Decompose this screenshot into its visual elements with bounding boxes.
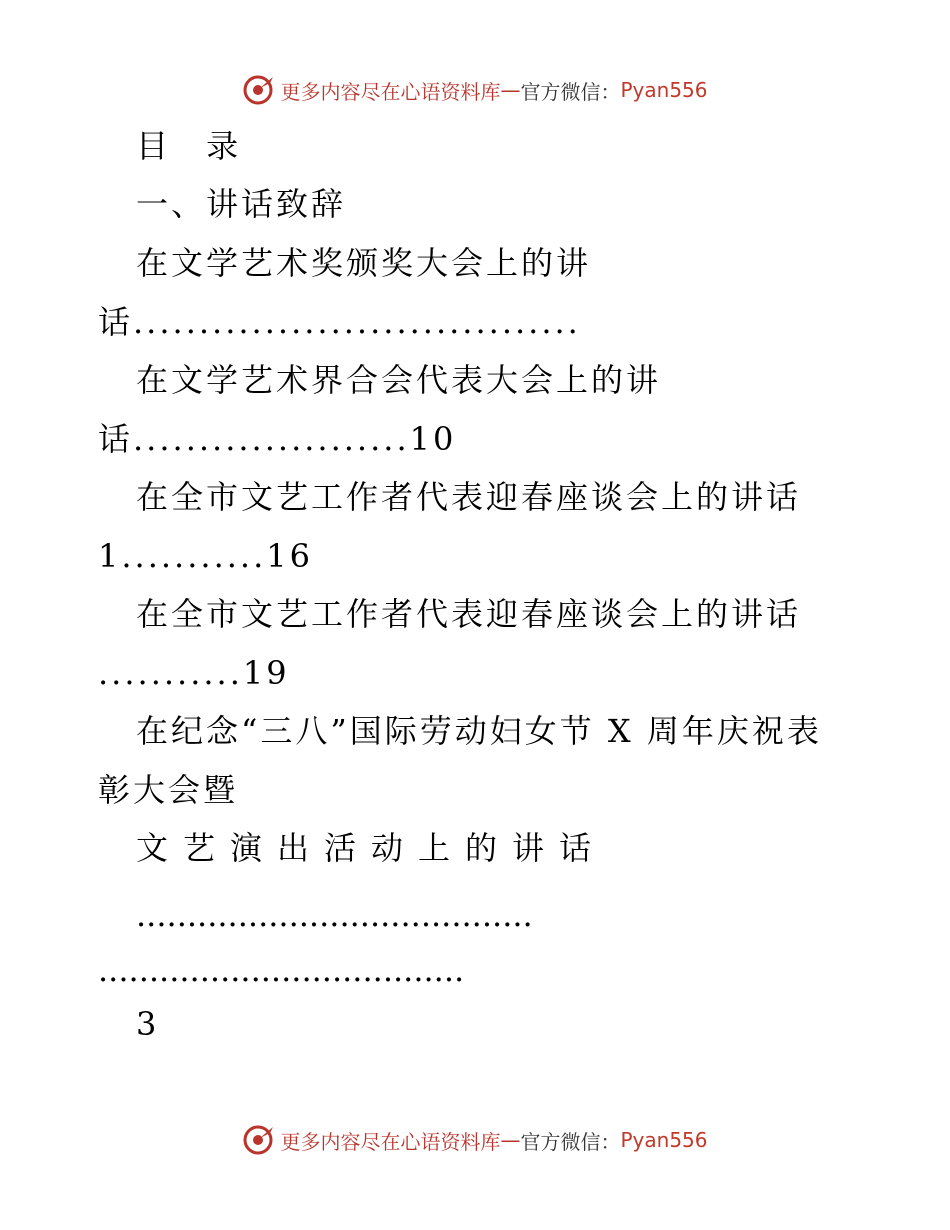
toc-line: 话.....................10: [98, 420, 457, 458]
toc-line: 在文学艺术奖颁奖大会上的讲: [136, 244, 592, 282]
toc-line: 在全市文艺工作者代表迎春座谈会上的讲话: [136, 595, 802, 633]
toc-line: 彰大会暨: [98, 771, 239, 809]
toc-title: 目 录: [136, 127, 253, 165]
toc-leader-dots: .......................................: [136, 896, 533, 934]
footer-watermark: [0, 1120, 950, 1160]
header-watermark: [0, 70, 950, 110]
watermark-dash: —: [500, 1128, 521, 1152]
watermark-official-label: 官方微信：: [520, 1129, 621, 1154]
toc-page-number: 3: [136, 1005, 160, 1043]
toc-line: 1...........16: [98, 537, 313, 575]
toc-section-heading: 一、讲话致辞: [136, 185, 347, 223]
watermark-wechat-id: Pyan556: [620, 1128, 708, 1152]
logo-icon: [242, 73, 276, 107]
watermark-brand: 更多内容尽在心语资料库: [280, 1129, 501, 1154]
toc-line: 在纪念“三八”国际劳动妇女节 X 周年庆祝表: [136, 712, 822, 750]
toc-line: 在文学艺术界合会代表大会上的讲: [136, 361, 662, 399]
toc-leader-dots: ....................................: [98, 951, 465, 989]
watermark-official-label: 官方微信：: [520, 79, 621, 104]
toc-line: 文艺演出活动上的讲话: [136, 829, 607, 867]
watermark-dash: —: [500, 78, 521, 102]
toc-line: ...........19: [98, 654, 290, 692]
toc-line: 话..................................: [98, 303, 581, 341]
watermark-wechat-id: Pyan556: [620, 78, 708, 102]
watermark-brand: 更多内容尽在心语资料库: [280, 79, 501, 104]
logo-icon: [242, 1123, 276, 1157]
toc-line: 在全市文艺工作者代表迎春座谈会上的讲话: [136, 478, 802, 516]
